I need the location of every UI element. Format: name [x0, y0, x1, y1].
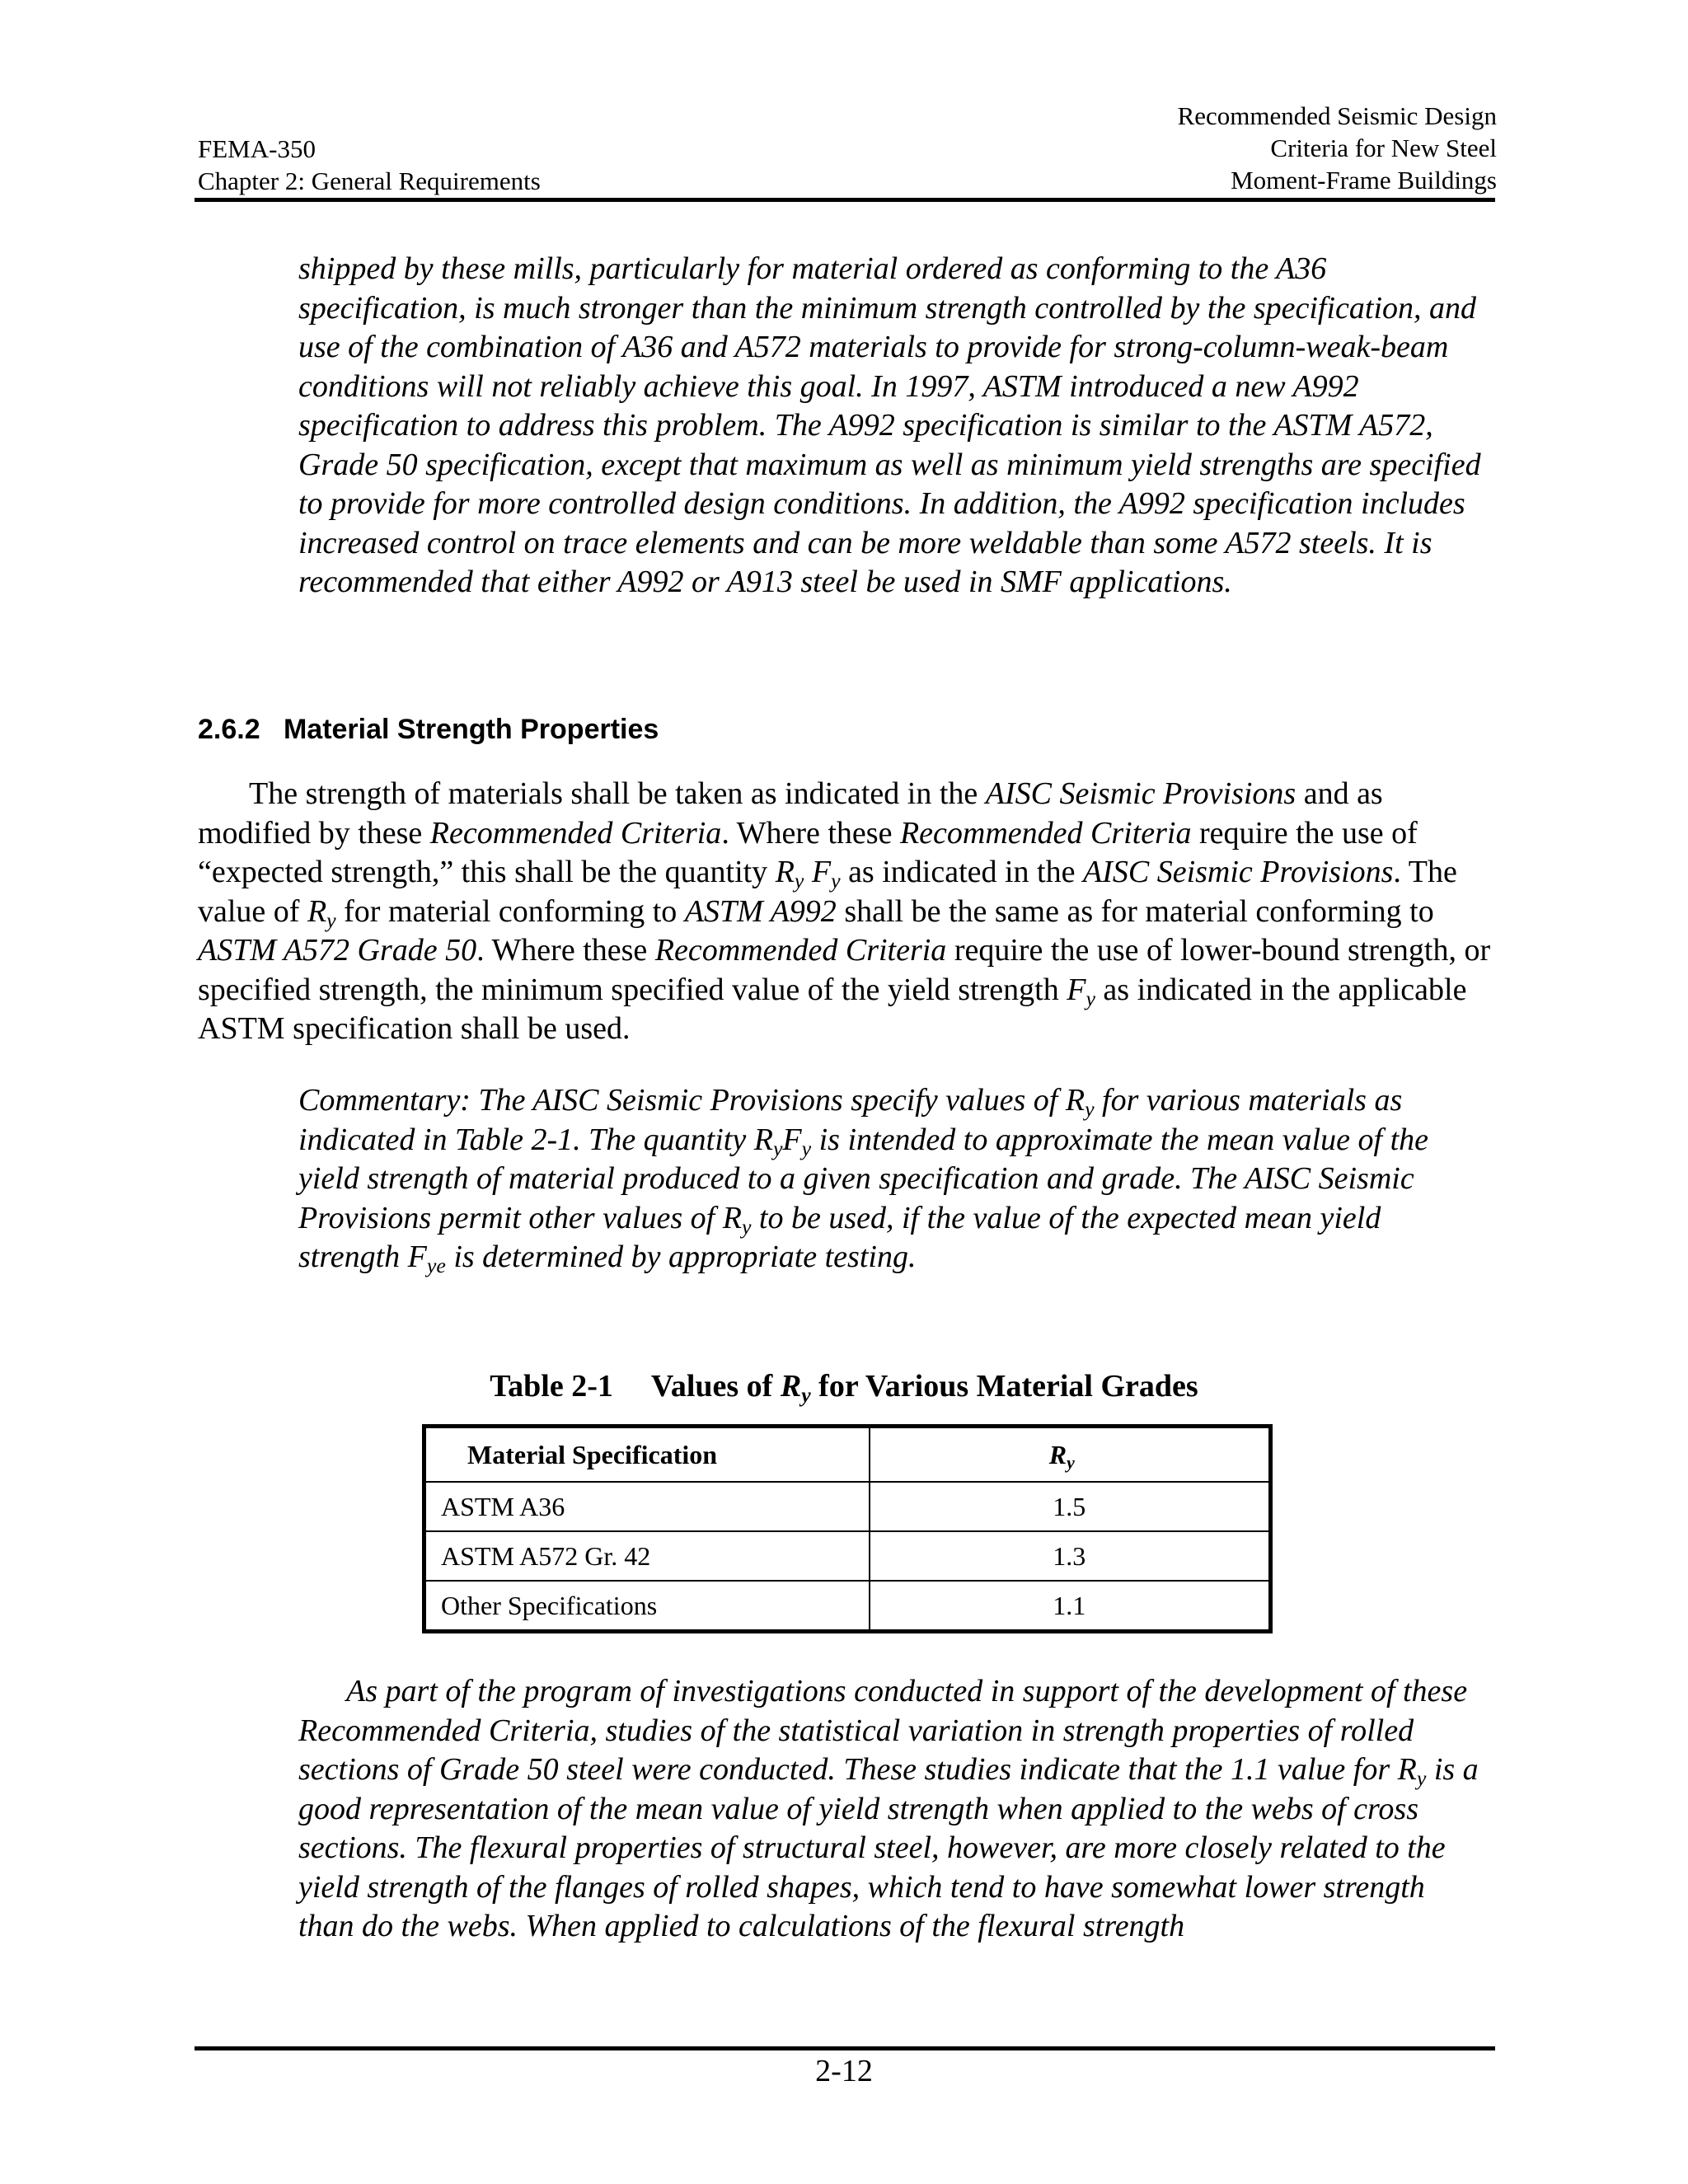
symbol-ry: [775, 855, 804, 893]
commentary-bottom-text: [298, 1672, 1485, 1947]
cell-ry: 1.1: [870, 1581, 1271, 1632]
header-rule: [195, 198, 1495, 202]
document-id: FEMA-350: [198, 134, 316, 163]
body-run: as indicated in the: [840, 855, 1083, 889]
symbol-r: R: [1397, 1752, 1417, 1787]
body-run: and as modified by these: [198, 776, 1383, 851]
cell-ry: 1.5: [870, 1482, 1271, 1531]
body-ref-aisc: AISC Seismic Provisions: [1082, 855, 1394, 889]
symbol-subscript: y: [831, 869, 841, 893]
symbol-subscript: y: [1085, 1097, 1095, 1122]
table-row: [424, 1581, 1271, 1632]
symbol-subscript: y: [1067, 1452, 1075, 1473]
body-run: . The value of: [198, 855, 1457, 929]
section-title: Material Strength Properties: [283, 714, 659, 745]
section-number: 2.6.2: [198, 714, 260, 745]
body-run: require the use of “expected strength,” this shall be the quantity: [198, 815, 1418, 889]
symbol-r: R: [1048, 1439, 1067, 1469]
symbol-r: R: [780, 1369, 802, 1404]
header-ry: [870, 1427, 1271, 1483]
body-run: The strength of materials shall be taken as indicated in the: [249, 776, 986, 811]
symbol-r: R: [753, 1122, 773, 1157]
cell-spec: ASTM A36: [424, 1482, 870, 1531]
doc-title-line-3: Moment-Frame Buildings: [1231, 166, 1497, 194]
commentary-run: for various materials as indicated in Table 2-1. The quantity: [298, 1083, 1403, 1157]
running-header-left: [198, 133, 541, 197]
symbol-ryfy: [753, 1122, 812, 1160]
body-ref-criteria: Recommended Criteria: [899, 815, 1192, 851]
body-ref-a572: ASTM A572 Grade 50: [198, 933, 477, 968]
header-material-specification: Material Specification: [424, 1427, 870, 1483]
table-row: [424, 1531, 1271, 1581]
symbol-subscript: y: [326, 907, 336, 932]
commentary-run: is determined by appropriate testing.: [445, 1240, 917, 1274]
symbol-f: F: [811, 855, 832, 889]
body-text: [198, 775, 1500, 1049]
symbol-ry: [1065, 1083, 1095, 1122]
symbol-subscript: y: [1085, 986, 1095, 1010]
commentary-run: is a good representation of the mean value of yield strength when applied to the webs of cross sections. The flexural properties of structural steel, however, are more closely related to the yield strength of the flanges of rolled shapes, which tend to have somewhat lower strength than do the webs. When applied to calculations of the flexural strength: [298, 1752, 1479, 1943]
commentary-run: to be used, if the value of the expected mean yield strength: [298, 1200, 1381, 1274]
doc-title-line-2: Criteria for New Steel: [1270, 134, 1497, 162]
symbol-subscript: ye: [426, 1254, 446, 1278]
symbol-fy: [811, 855, 841, 893]
symbol-r: R: [722, 1200, 742, 1235]
footer-rule: [195, 2046, 1495, 2050]
symbol-ry: [722, 1200, 752, 1239]
symbol-subscript: y: [801, 1136, 812, 1160]
symbol-subscript: y: [801, 1383, 811, 1408]
table-row: [424, 1482, 1271, 1531]
symbol-f: F: [407, 1240, 427, 1274]
symbol-ry: [1397, 1752, 1427, 1791]
table-caption: [0, 1367, 1688, 1408]
body-ref-criteria: Recommended Criteria: [654, 933, 947, 968]
body-run: shall be the same as for material conforming to: [836, 893, 1434, 929]
cell-spec: Other Specifications: [424, 1581, 870, 1632]
body-run: require the use of lower-bound strength, or specified strength, the minimum specified value of the yield strength: [198, 933, 1491, 1007]
symbol-subscript: y: [1416, 1766, 1427, 1791]
commentary-block: [298, 1081, 1485, 1277]
body-run: for material conforming to: [335, 893, 685, 929]
commentary-mid-text: [298, 1081, 1485, 1277]
table-number: Table 2-1: [490, 1369, 613, 1404]
symbol-fye: [407, 1240, 446, 1278]
body-ref-criteria: Recommended Criteria: [429, 815, 722, 851]
commentary-run: As part of the program of investigations conducted in support of the development of these Recommended Criteria, studies of the statistical variation in strength properties of rolled sections of Grade 50 steel were conducted. These studies indicate that the 1.1 value for: [298, 1674, 1468, 1787]
symbol-fy: [1067, 972, 1095, 1010]
table-header-row: [424, 1427, 1271, 1483]
page-number: 2-12: [815, 2054, 873, 2088]
doc-title-line-1: Recommended Seismic Design: [1177, 101, 1497, 130]
symbol-f: F: [1067, 972, 1086, 1007]
running-header-right: [1178, 100, 1497, 196]
table-title-run: for Various Material Grades: [810, 1369, 1198, 1404]
symbol-subscript: y: [741, 1214, 752, 1239]
symbol-r: R: [775, 855, 795, 889]
symbol-f: F: [782, 1122, 802, 1157]
body-paragraph: [198, 775, 1500, 1049]
symbol-r: R: [1065, 1083, 1085, 1118]
symbol-subscript: y: [794, 869, 804, 893]
symbol-r: R: [307, 893, 327, 929]
commentary-block: [298, 1672, 1485, 1947]
symbol-ry: [307, 893, 336, 932]
body-run: as indicated in the applicable ASTM specification shall be used.: [198, 972, 1467, 1046]
section-heading: [198, 712, 659, 747]
commentary-continued: [298, 250, 1485, 602]
body-run: . Where these: [721, 815, 900, 851]
ry-values-table: [422, 1424, 1273, 1633]
commentary-run: is intended to approximate the mean value of the yield strength of material produced to a given specification and grade. The AISC Seismic Provisions permit other values of: [298, 1122, 1429, 1235]
commentary-run: Commentary: The AISC Seismic Provisions specify values of: [298, 1083, 1066, 1118]
cell-ry: 1.3: [870, 1531, 1271, 1581]
symbol-subscript: y: [772, 1136, 783, 1160]
commentary-top-text: shipped by these mills, particularly for material ordered as conforming to the A36 specification, is much stronger than the minimum strength controlled by the specification, and use of the combination of A36 and A572 materials to provide for strong-column-weak-beam conditions will not reliably achieve this goal. In 1997, ASTM introduced a new A992 specification to address this problem. The A992 specification is similar to the ASTM A572, Grade 50 specification, except that maximum as well as minimum yield strengths are specified to provide for more controlled design conditions. In addition, the A992 specification includes increased control on trace elements and can be more weldable than some A572 steels. It is recommended that either A992 or A913 steel be used in SMF applications.: [298, 251, 1481, 599]
cell-spec: ASTM A572 Gr. 42: [424, 1531, 870, 1581]
body-run: . Where these: [476, 933, 655, 968]
body-ref-a992: ASTM A992: [684, 893, 837, 929]
symbol-ry: [780, 1369, 811, 1408]
table-title-run: Values of: [650, 1369, 781, 1404]
body-ref-aisc: AISC Seismic Provisions: [985, 776, 1296, 811]
chapter-title: Chapter 2: General Requirements: [198, 166, 541, 195]
